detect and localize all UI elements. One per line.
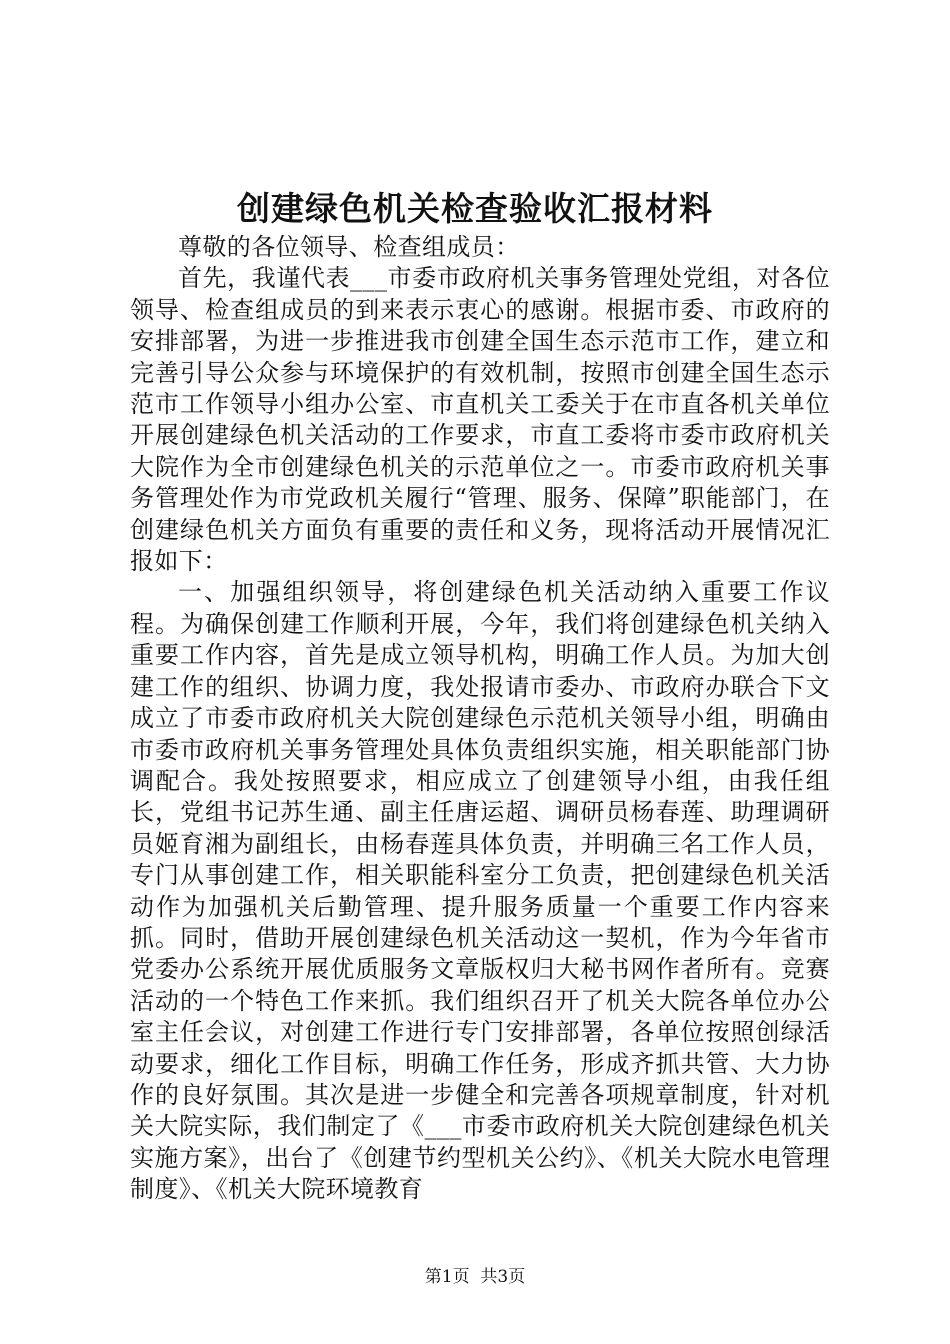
- document-title: 创建绿色机关检查验收汇报材料: [237, 189, 713, 228]
- document-body: [130, 232, 830, 1206]
- page-number: 第1页: [424, 1267, 470, 1287]
- section-one-paragraph: 一、加强组织领导，将创建绿色机关活动纳入重要工作议程。为确保创建工作顺利开展，今年，我们将创建绿色机关纳入重要工作内容，首先是成立领导机构，明确工作人员。为加大创建工作的组织、协调力度，我处报请市委办、市政府办联合下文成立了市委市政府机关大院创建绿色示范机关领导小组，明确由市委市政府机关事务管理处具体负责组织实施，相关职能部门协调配合。我处按照要求，相应成立了创建领导小组，由我任组长，党组书记苏生通、副主任唐运超、调研员杨春莲、助理调研员姬育湘为副组长，由杨春莲具体负责，并明确三名工作人员，专门从事创建工作，相关职能科室分工负责，把创建绿色机关活动作为加强机关后勤管理、提升服务质量一个重要工作内容来抓。同时，借助开展创建绿色机关活动这一契机，作为今年省市党委办公系统开展优质服务文章版权归大秘书网作者所有。竞赛活动的一个特色工作来抓。我们组织召开了机关大院各单位办公室主任会议，对创建工作进行专门安排部署，各单位按照创绿活动要求，细化工作目标，明确工作任务，形成齐抓共管、大力协作的良好氛围。其次是进一步健全和完善各项规章制度，针对机关大院实际，我们制定了《___市委市政府机关大院创建绿色机关实施方案》，出台了《创建节约型机关公约》、《机关大院水电管理制度》、《机关大院环境教育: [130, 578, 830, 1204]
- page-footer: [0, 1265, 950, 1289]
- salutation-paragraph: 尊敬的各位领导、检查组成员：: [178, 233, 520, 261]
- page-total: 共3页: [480, 1267, 526, 1287]
- intro-paragraph: 首先，我谨代表___市委市政府机关事务管理处党组，对各位领导、检查组成员的到来表示衷心的感谢。根据市委、市政府的安排部署，为进一步推进我市创建全国生态示范市工作，建立和完善引导公众参与环境保护的有效机制，按照市创建全国生态示范市工作领导小组办公室、市直机关工委关于在市直各机关单位开展创建绿色机关活动的工作要求，市直工委将市委市政府机关大院作为全市创建绿色机关的示范单位之一。市委市政府机关事务管理处作为市党政机关履行“管理、服务、保障”职能部门，在创建绿色机关方面负有重要的责任和义务，现将活动开展情况汇报如下：: [130, 264, 830, 576]
